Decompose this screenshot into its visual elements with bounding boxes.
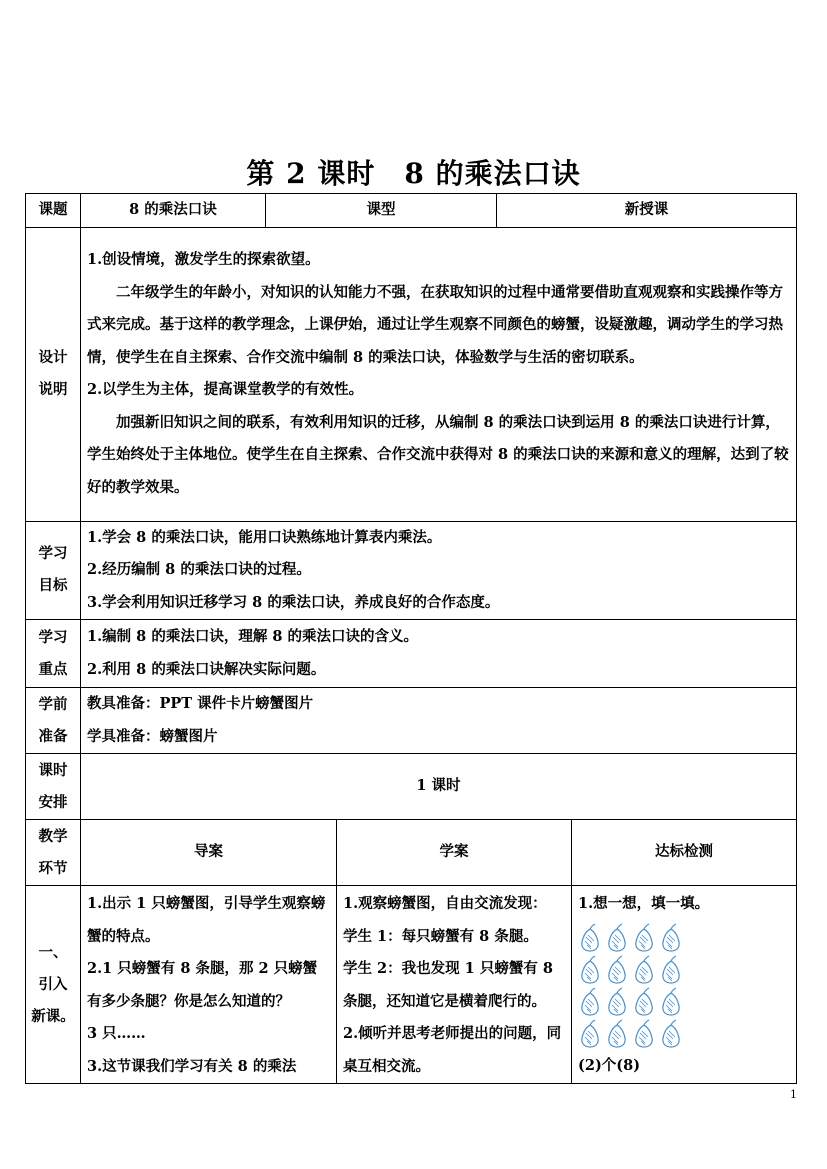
- check-answer: (2)个(8): [578, 1056, 641, 1074]
- study-item: 学生 2：我也发现 1 只螃蟹有 8 条腿，还知道它是横着爬行的。: [343, 960, 553, 1010]
- stage1-row: [26, 886, 797, 1084]
- guide-item: 3.这节课我们学习有关 8 的乘法: [87, 1057, 297, 1075]
- pear-icon: [605, 923, 629, 953]
- key-point-item: 1.编制 8 的乘法口诀，理解 8 的乘法口诀的含义。: [87, 628, 419, 645]
- page-title: 第 2 课时 8 的乘法口诀: [246, 157, 581, 190]
- pear-icon: [578, 1019, 602, 1049]
- pear-icon: [605, 955, 629, 985]
- design-label: 设计 说明: [26, 227, 81, 521]
- pear-icon: [605, 987, 629, 1017]
- schedule-row: [26, 754, 797, 820]
- pear-icon: [632, 955, 656, 985]
- guide-item: 1.出示 1 只螃蟹图，引导学生观察螃蟹的特点。: [87, 895, 326, 945]
- pear-icon: [578, 923, 602, 953]
- stage1-study: [337, 886, 572, 1084]
- preparation-item: 教具准备：PPT 课件卡片螃蟹图片: [87, 695, 314, 712]
- guide-item: 3 只……: [87, 1025, 146, 1042]
- objectives-row: [26, 521, 797, 620]
- key-points-label: 学习 重点: [26, 620, 81, 688]
- stages-label: 教学 环节: [26, 820, 81, 886]
- preparation-label: 学前 准备: [26, 688, 81, 754]
- study-item: 2.倾听并思考老师提出的问题，同桌互相交流。: [343, 1025, 562, 1075]
- preparation-content: [81, 688, 797, 754]
- pear-icon: [659, 987, 683, 1017]
- design-content: [81, 227, 797, 521]
- type-label: 课型: [266, 194, 497, 228]
- pear-icon: [605, 1019, 629, 1049]
- page-number: 1: [790, 1088, 797, 1101]
- preparation-item: 学具准备：螃蟹图片: [87, 727, 218, 745]
- study-item: 1.观察螃蟹图，自由交流发现：: [343, 895, 547, 912]
- pear-icon: [578, 955, 602, 985]
- type-value: 新授课: [497, 194, 797, 228]
- objectives-content: [81, 521, 797, 620]
- preparation-row: [26, 688, 797, 754]
- stages-header-row: [26, 820, 797, 886]
- objective-item: 2.经历编制 8 的乘法口诀的过程。: [87, 561, 311, 578]
- pear-icon: [632, 987, 656, 1017]
- check-column-header: 达标检测: [572, 820, 797, 886]
- pear-icon: [578, 987, 602, 1017]
- crab-figure-grid: [578, 923, 790, 1049]
- key-points-row: [26, 620, 797, 688]
- study-item: 学生 1：每只螃蟹有 8 条腿。: [343, 927, 538, 945]
- schedule-label: 课时 安排: [26, 754, 81, 820]
- check-title: 1.想一想，填一填。: [578, 895, 710, 912]
- topic-value: 8 的乘法口诀: [81, 194, 266, 228]
- key-points-content: [81, 620, 797, 688]
- stage1-check: [572, 886, 797, 1084]
- lesson-plan-table: [25, 193, 797, 1084]
- design-point-1: 1.创设情境，激发学生的探索欲望。: [87, 251, 320, 268]
- header-row: [26, 194, 797, 228]
- schedule-value: 1 课时: [81, 754, 797, 820]
- design-point-2: 2.以学生为主体，提高课堂教学的有效性。: [87, 381, 364, 398]
- key-point-item: 2.利用 8 的乘法口诀解决实际问题。: [87, 660, 326, 678]
- pear-icon: [632, 923, 656, 953]
- guide-item: 2.1 只螃蟹有 8 条腿，那 2 只螃蟹有多少条腿？你是怎么知道的？: [87, 960, 318, 1010]
- header-label: 课题: [26, 194, 81, 228]
- design-row: [26, 227, 797, 521]
- pear-icon: [659, 955, 683, 985]
- pear-icon: [632, 1019, 656, 1049]
- stage1-guide: [81, 886, 337, 1084]
- objective-item: 3.学会利用知识迁移学习 8 的乘法口诀，养成良好的合作态度。: [87, 593, 500, 611]
- design-paragraph-1: 二年级学生的年龄小，对知识的认知能力不强，在获取知识的过程中通常要借助直观观察和实践操作等方式来完成。基于这样的教学理念，上课伊始，通过让学生观察不同颜色的螃蟹，设疑激趣，调动学生的学习热情，使学生在自主探索、合作交流中编制 8 的乘法口诀，体验数学与生活的密切联系。: [87, 283, 783, 366]
- objectives-label: 学习 目标: [26, 521, 81, 620]
- design-paragraph-2: 加强新旧知识之间的联系，有效利用知识的迁移，从编制 8 的乘法口诀到运用 8 的乘法口诀进行计算，学生始终处于主体地位。使学生在自主探索、合作交流中获得对 8 的乘法口诀的来源和意义的理解，达到了较好的教学效果。: [87, 413, 789, 496]
- pear-icon: [659, 1019, 683, 1049]
- study-column-header: 学案: [337, 820, 572, 886]
- objective-item: 1.学会 8 的乘法口诀，能用口诀熟练地计算表内乘法。: [87, 528, 442, 546]
- guide-column-header: 导案: [81, 820, 337, 886]
- stage1-label: 一、 引入 新课。: [26, 886, 81, 1084]
- pear-icon: [659, 923, 683, 953]
